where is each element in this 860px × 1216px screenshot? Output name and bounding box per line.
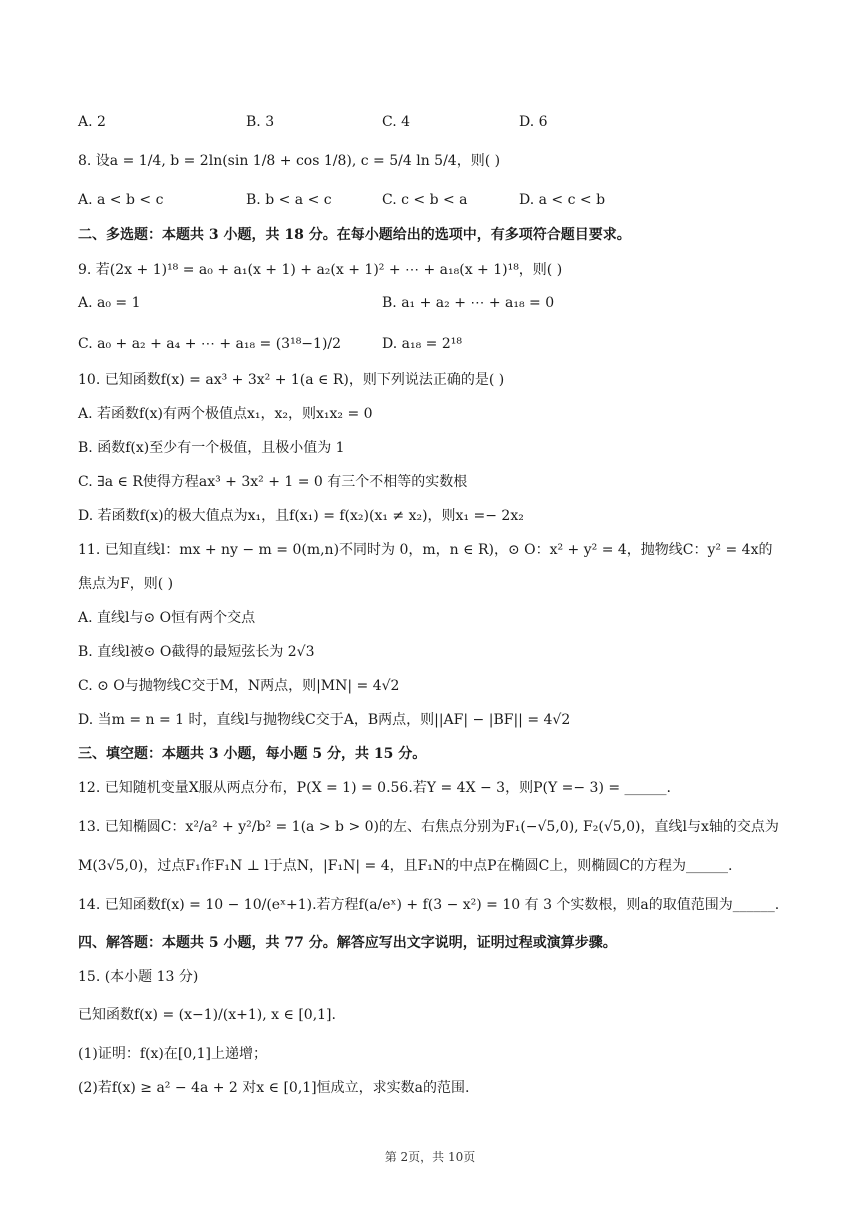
q15-part2: (2)若f(x) ≥ a² − 4a + 2 对x ∈ [0,1]恒成立，求实数a的范围. [78, 1080, 470, 1096]
q7-option-a: A. 2 [78, 114, 106, 130]
q8-option-d: D. a < c < b [519, 192, 606, 208]
q10-option-d: D. 若函数f(x)的极大值点为x₁，且f(x₁) = f(x₂)(x₁ ≠ x₂)，则x₁ =− 2x₂ [78, 508, 524, 524]
q11-stem-line2: 焦点为F，则( ) [78, 576, 174, 592]
q8-option-a: A. a < b < c [78, 192, 164, 208]
q9-option-d: D. a₁₈ = 2¹⁸ [382, 336, 462, 352]
q9-options-row2 [78, 334, 778, 354]
q7-option-d: D. 6 [519, 114, 548, 130]
q15-heading: 15. (本小题 13 分) [78, 969, 199, 985]
q7-option-c: C. 4 [382, 114, 411, 130]
q7-options [78, 112, 778, 132]
section-2-heading: 二、多选题：本题共 3 小题，共 18 分。在每小题给出的选项中，有多项符合题目要求。 [78, 227, 631, 243]
q13-line1: 13. 已知椭圆C：x²/a² + y²/b² = 1(a > b > 0)的左、右焦点分别为F₁(−√5,0), F₂(√5,0)，直线l与x轴的交点为 [78, 819, 779, 835]
q9-options-row1 [78, 293, 778, 313]
q8-option-c: C. c < b < a [382, 192, 468, 208]
q11-stem-line1: 11. 已知直线l：mx + ny − m = 0(m,n)不同时为 0，m，n ∈ R)，⊙ O：x² + y² = 4，抛物线C：y² = 4x的 [78, 542, 773, 558]
q9-stem: 9. 若(2x + 1)¹⁸ = a₀ + a₁(x + 1) + a₂(x + 1)² + ⋯ + a₁₈(x + 1)¹⁸，则( ) [78, 262, 563, 278]
q11-option-b: B. 直线l被⊙ O截得的最短弦长为 2√3 [78, 644, 315, 660]
section-4-heading: 四、解答题：本题共 5 小题，共 77 分。解答应写出文字说明，证明过程或演算步骤。 [78, 935, 617, 951]
q11-option-c: C. ⊙ O与抛物线C交于M，N两点，则|MN| = 4√2 [78, 678, 400, 694]
page-footer: 第 2页，共 10页 [384, 1150, 476, 1164]
q10-option-a: A. 若函数f(x)有两个极值点x₁，x₂，则x₁x₂ = 0 [78, 406, 373, 422]
q15-stem: 已知函数f(x) = (x−1)/(x+1), x ∈ [0,1]. [78, 1007, 336, 1023]
q8-options [78, 190, 778, 210]
q9-option-b: B. a₁ + a₂ + ⋯ + a₁₈ = 0 [382, 295, 555, 311]
q7-option-b: B. 3 [246, 114, 275, 130]
q11-option-a: A. 直线l与⊙ O恒有两个交点 [78, 610, 256, 626]
q8-option-b: B. b < a < c [246, 192, 332, 208]
q14: 14. 已知函数f(x) = 10 − 10/(eˣ+1).若方程f(a/eˣ) + f(3 − x²) = 10 有 3 个实数根，则a的取值范围为______. [78, 897, 780, 913]
q12: 12. 已知随机变量X服从两点分布，P(X = 1) = 0.56.若Y = 4X − 3，则P(Y =− 3) = ______. [78, 780, 672, 796]
q9-option-c: C. a₀ + a₂ + a₄ + ⋯ + a₁₈ = (3¹⁸−1)/2 [78, 336, 342, 352]
q13-line2: M(3√5,0)，过点F₁作F₁N ⊥ l于点N，|F₁N| = 4，且F₁N的中点P在椭圆C上，则椭圆C的方程为______. [78, 858, 733, 874]
q9-option-a: A. a₀ = 1 [78, 295, 141, 311]
q10-stem: 10. 已知函数f(x) = ax³ + 3x² + 1(a ∈ R)，则下列说法正确的是( ) [78, 372, 505, 388]
q10-option-b: B. 函数f(x)至少有一个极值，且极小值为 1 [78, 440, 345, 456]
q10-option-c: C. ∃a ∈ R使得方程ax³ + 3x² + 1 = 0 有三个不相等的实数根 [78, 474, 468, 490]
q11-option-d: D. 当m = n = 1 时，直线l与抛物线C交于A，B两点，则||AF| − |BF|| = 4√2 [78, 712, 571, 728]
q15-part1: (1)证明：f(x)在[0,1]上递增； [78, 1046, 268, 1062]
q8-stem: 8. 设a = 1/4, b = 2ln(sin 1/8 + cos 1/8), c = 5/4 ln 5/4，则( ) [78, 153, 501, 169]
section-3-heading: 三、填空题：本题共 3 小题，每小题 5 分，共 15 分。 [78, 746, 427, 762]
